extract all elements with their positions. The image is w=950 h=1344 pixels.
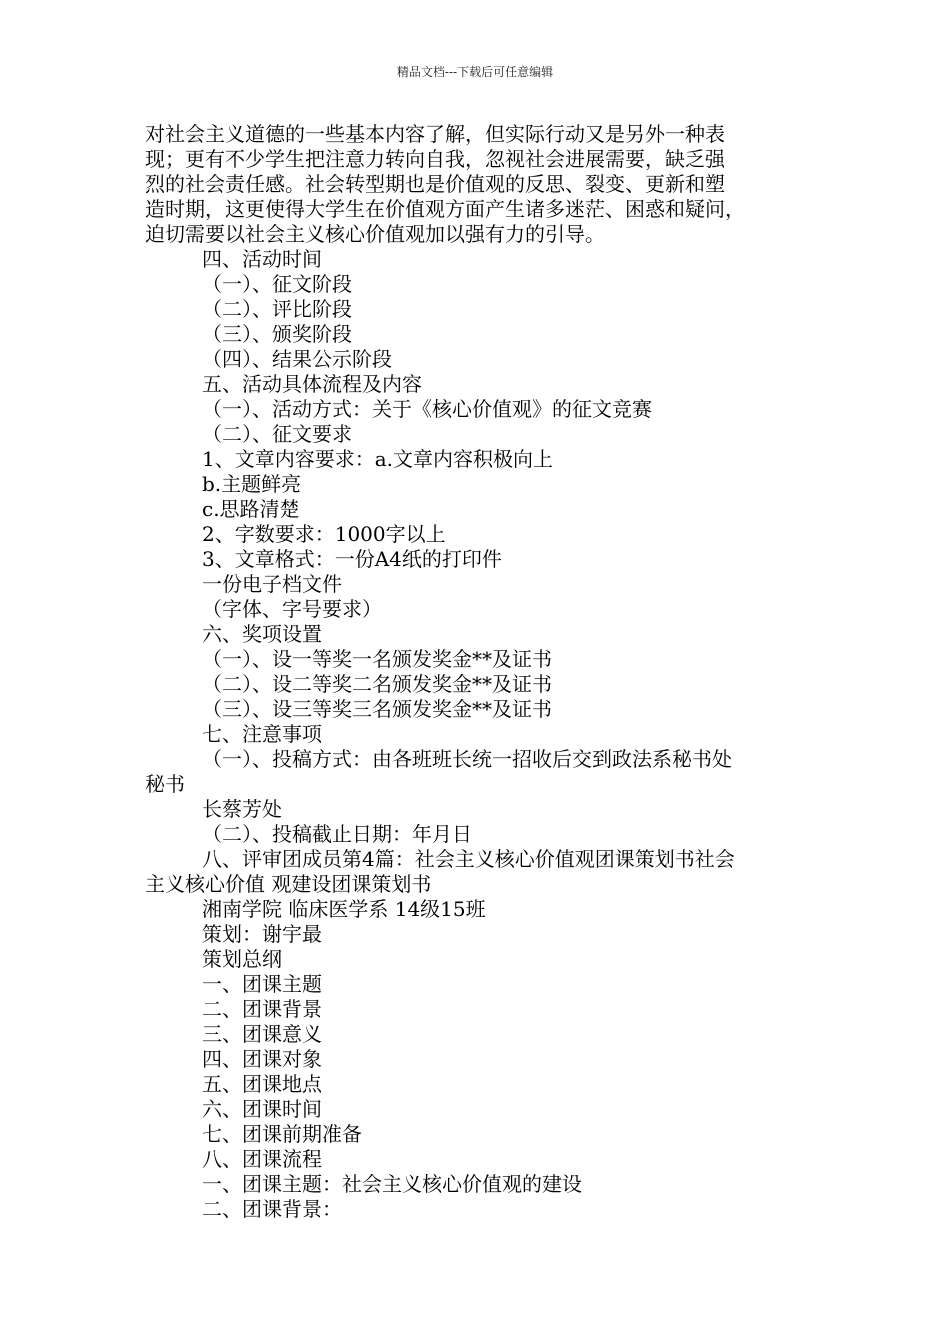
text-line: （一）、活动方式：关于《核心价值观》的征文竞赛 — [202, 397, 652, 421]
text-line: 策划：谢宇最 — [202, 922, 322, 946]
text-line: 策划总纲 — [202, 947, 282, 971]
text-line: 二、团课背景 — [202, 997, 322, 1021]
text-line: （三）、设三等奖三名颁发奖金**及证书 — [202, 697, 552, 721]
text-line: （一）、设一等奖一名颁发奖金**及证书 — [202, 647, 552, 671]
text-line: 五、团课地点 — [202, 1072, 322, 1096]
text-line: 八、评审团成员第4篇：社会主义核心价值观团课策划书社会 — [202, 847, 735, 871]
text-line: 七、注意事项 — [202, 722, 322, 746]
text-line: （一）、投稿方式：由各班班长统一招收后交到政法系秘书处 — [202, 747, 732, 771]
text-line: 六、团课时间 — [202, 1097, 322, 1121]
text-line: 对社会主义道德的一些基本内容了解，但实际行动又是另外一种表 — [145, 122, 725, 146]
document-body — [145, 122, 825, 1222]
text-line: （三）、颁奖阶段 — [202, 322, 352, 346]
text-line: 一份电子档文件 — [202, 572, 342, 596]
text-line: （字体、字号要求） — [202, 597, 382, 621]
text-line: b.主题鲜亮 — [202, 472, 302, 496]
text-line: （二）、评比阶段 — [202, 297, 352, 321]
text-line: （四）、结果公示阶段 — [202, 347, 392, 371]
page-header: 精品文档---下载后可任意编辑 — [396, 65, 554, 79]
text-line: 秘书 — [145, 772, 185, 796]
text-line: 主义核心价值 观建设团课策划书 — [145, 872, 432, 896]
text-line: 1、文章内容要求：a.文章内容积极向上 — [202, 447, 554, 471]
text-line: 四、团课对象 — [202, 1047, 322, 1071]
text-line: 现；更有不少学生把注意力转向自我，忽视社会进展需要，缺乏强 — [145, 147, 725, 171]
text-line: 七、团课前期准备 — [202, 1122, 362, 1146]
text-line: 一、团课主题 — [202, 972, 322, 996]
text-line: （二）、设二等奖二名颁发奖金**及证书 — [202, 672, 552, 696]
text-line: 五、活动具体流程及内容 — [202, 372, 422, 396]
text-line: （二）、投稿截止日期：年月日 — [202, 822, 472, 846]
text-line: c.思路清楚 — [202, 497, 300, 521]
text-line: 三、团课意义 — [202, 1022, 322, 1046]
text-line: 湘南学院 临床医学系 14级15班 — [202, 897, 486, 921]
text-line: 烈的社会责任感。社会转型期也是价值观的反思、裂变、更新和塑 — [145, 172, 725, 196]
text-line: 一、团课主题：社会主义核心价值观的建设 — [202, 1172, 582, 1196]
text-line: 3、文章格式：一份A4纸的打印件 — [202, 547, 502, 571]
text-line: 八、团课流程 — [202, 1147, 322, 1171]
text-line: 二、团课背景： — [202, 1197, 342, 1221]
text-line: 六、奖项设置 — [202, 622, 322, 646]
text-line: 迫切需要以社会主义核心价值观加以强有力的引导。 — [145, 222, 605, 246]
text-line: 长蔡芳处 — [202, 797, 282, 821]
text-line: 造时期，这更使得大学生在价值观方面产生诸多迷茫、困惑和疑问， — [145, 197, 745, 221]
text-line: 四、活动时间 — [202, 247, 322, 271]
text-line: 2、字数要求：1000字以上 — [202, 522, 446, 546]
text-line: （二）、征文要求 — [202, 422, 352, 446]
text-line: （一）、征文阶段 — [202, 272, 352, 296]
